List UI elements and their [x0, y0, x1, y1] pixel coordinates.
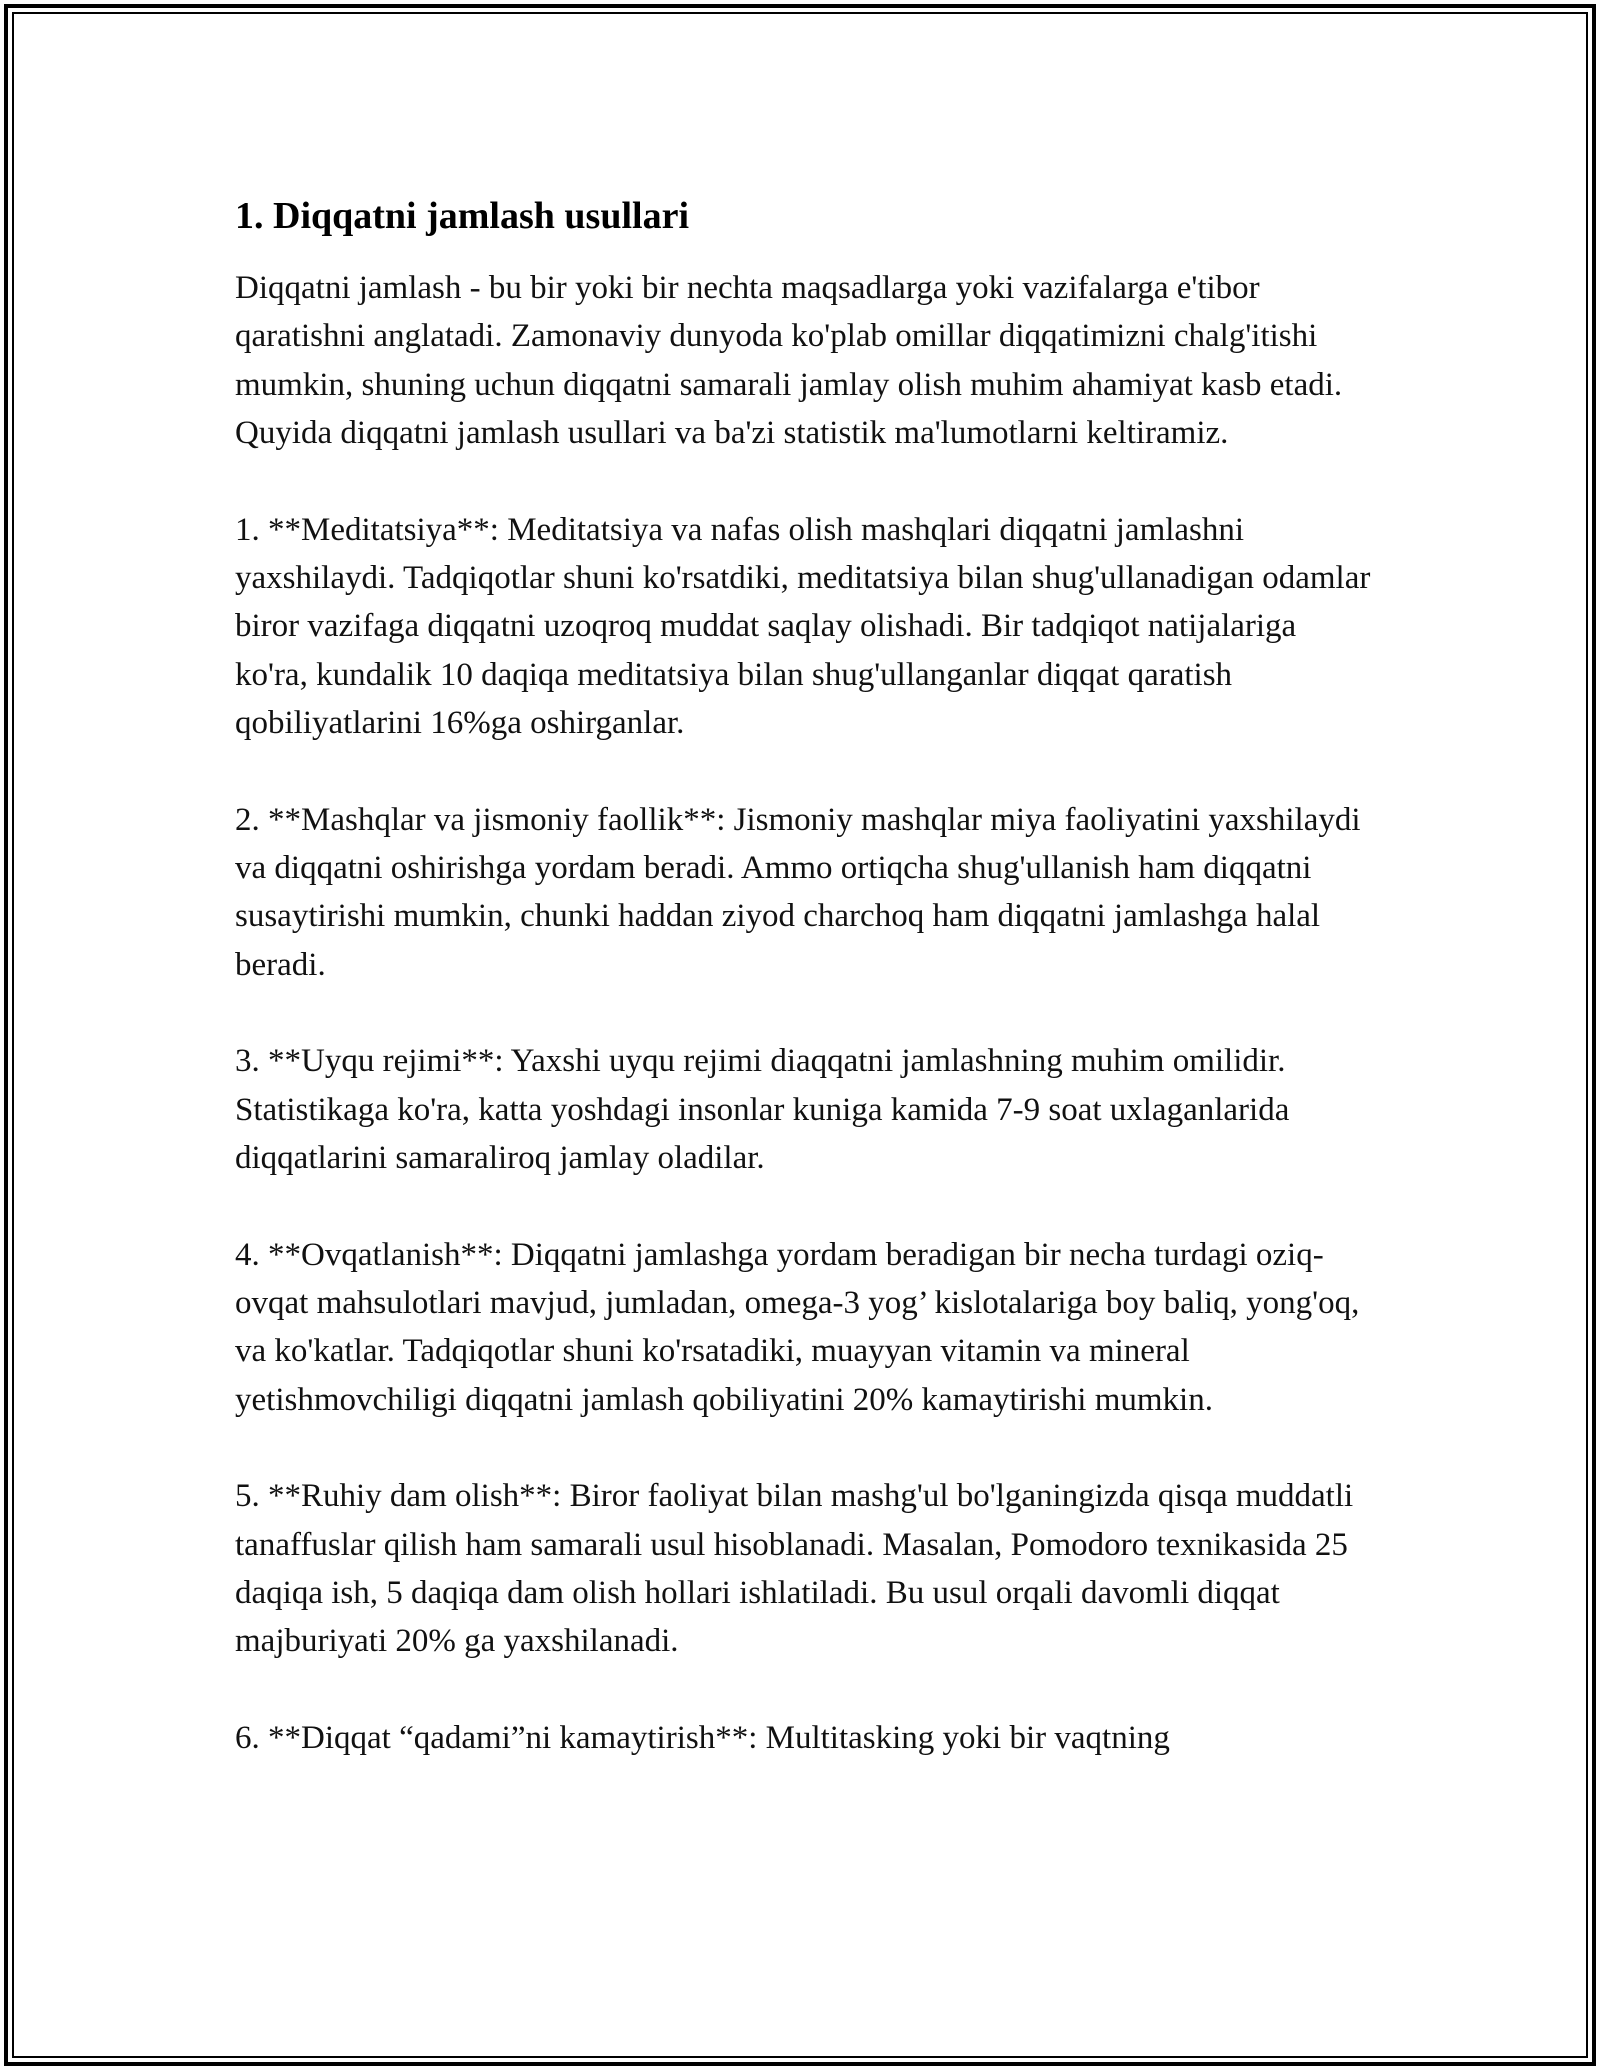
list-item-attention-step: 6. **Diqqat “qadami”ni kamaytirish**: Multitasking yoki bir vaqtning	[235, 1719, 1170, 1756]
document-body	[235, 188, 1375, 1762]
list-item-sleep: 3. **Uyqu rejimi**: Yaxshi uyqu rejimi diaqqatni jamlashning muhim omilidir. Statistikaga ko'ra, katta yoshdagi insonlar kuniga kamida 7-9 soat uxlaganlarida diqqatlarini samaraliroq jamlay oladilar.	[235, 1043, 1290, 1177]
list-item-nutrition: 4. **Ovqatlanish**: Diqqatni jamlashga yordam beradigan bir necha turdagi oziq-ovqat mahsulotlari mavjud, jumladan, omega-3 yog’ kislotalariga boy baliq, yong'oq, va ko'katlar. Tadqiqotlar shuni ko'rsatadiki, muayyan vitamin va mineral yetishmovchiligi diqqatni jamlash qobiliyatini 20% kamaytirishi mumkin.	[235, 1236, 1360, 1418]
list-item-meditation: 1. **Meditatsiya**: Meditatsiya va nafas olish mashqlari diqqatni jamlashni yaxshilaydi. Tadqiqotlar shuni ko'rsatdiki, meditatsiya bilan shug'ullanadigan odamlar biror vazifaga diqqatni uzoqroq muddat saqlay olishadi. Bir tadqiqot natijalariga ko'ra, kundalik 10 daqiqa meditatsiya bilan shug'ullanganlar diqqat qaratish qobiliyatlarini 16%ga oshirganlar.	[235, 511, 1371, 742]
list-item-exercise: 2. **Mashqlar va jismoniy faollik**: Jismoniy mashqlar miya faoliyatini yaxshilaydi va diqqatni oshirishga yordam beradi. Ammo ortiqcha shug'ullanish ham diqqatni susaytirishi mumkin, chunki haddan ziyod charchoq ham diqqatni jamlashga halal beradi.	[235, 801, 1361, 983]
list-item-mental-rest: 5. **Ruhiy dam olish**: Biror faoliyat bilan mashg'ul bo'lganingizda qisqa muddatli tanaffuslar qilish ham samarali usul hisoblanadi. Masalan, Pomodoro texnikasida 25 daqiqa ish, 5 daqiqa dam olish hollari ishlatiladi. Bu usul orqali davomli diqqat majburiyati 20% ga yaxshilanadi.	[235, 1478, 1354, 1660]
intro-paragraph: Diqqatni jamlash - bu bir yoki bir nechta maqsadlarga yoki vazifalarga e'tibor qaratishni anglatadi. Zamonaviy dunyoda ko'plab omillar diqqatimizni chalg'itishi mumkin, shuning uchun diqqatni samarali jamlay olish muhim ahamiyat kasb etadi. Quyida diqqatni jamlash usullari va ba'zi statistik ma'lumotlarni keltiramiz.	[235, 270, 1343, 452]
section-heading: 1. Diqqatni jamlash usullari	[235, 195, 689, 237]
